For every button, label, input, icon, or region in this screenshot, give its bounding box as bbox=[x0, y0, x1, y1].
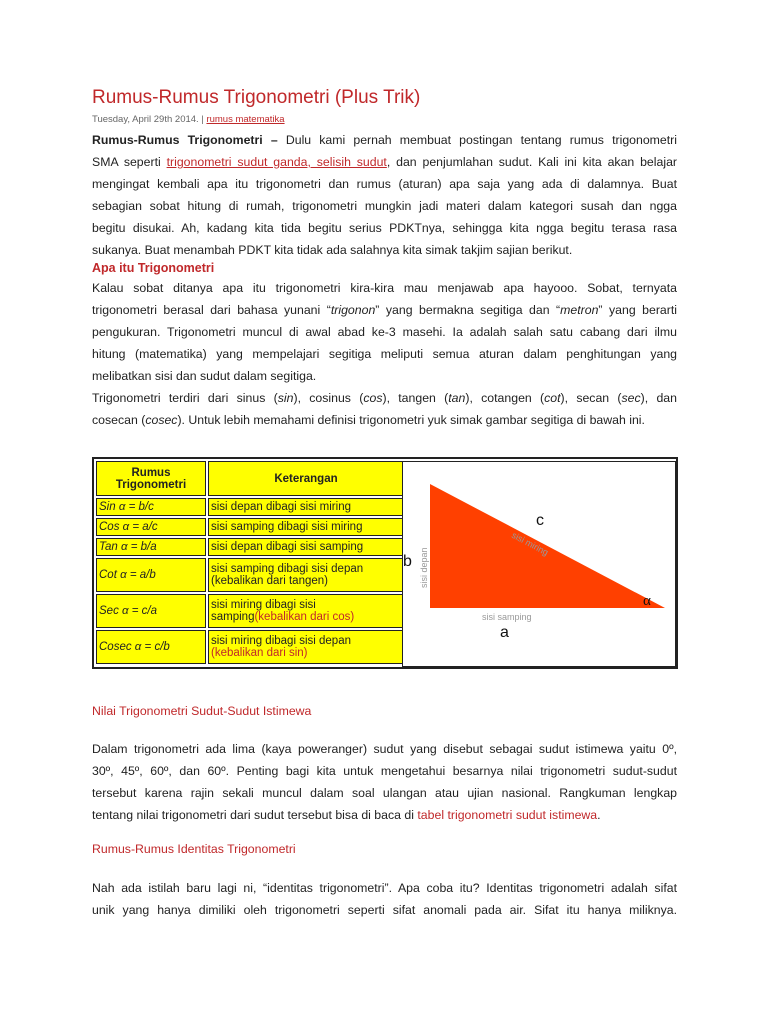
desc-note: (kebalikan dari cos) bbox=[254, 611, 355, 623]
term-tan: tan bbox=[448, 391, 466, 405]
term-metron: metron bbox=[560, 303, 599, 317]
category-link[interactable]: rumus matematika bbox=[206, 114, 285, 125]
label-c: c bbox=[536, 512, 544, 529]
label-b: b bbox=[403, 553, 412, 570]
desc-cell bbox=[208, 594, 404, 628]
term-cos: cos bbox=[363, 391, 383, 405]
formula-cell: Tan α = b/a bbox=[96, 538, 206, 556]
body-text: ). Untuk lebih memahami definisi trigonometri yuk simak gambar segitiga di bawah ini. bbox=[177, 413, 645, 427]
term-sin: sin bbox=[277, 391, 294, 405]
table-row bbox=[96, 518, 404, 536]
desc-cell: sisi samping dibagi sisi depan (kebalikan dari tangen) bbox=[208, 558, 404, 592]
body-text: ” yang berarti bbox=[598, 303, 677, 317]
term-sec: sec bbox=[621, 391, 641, 405]
body-text: pengukuran. Trigonometri muncul di awal abad ke-3 masehi. Ia adalah salah satu cabang dari ilmu bbox=[92, 325, 677, 339]
term-trigonon: trigonon bbox=[330, 303, 376, 317]
table-row bbox=[96, 538, 404, 556]
desc-cell: sisi depan dibagi sisi miring bbox=[208, 498, 404, 516]
body-text: tersebut karena rajin sekali muncul dalam soal ulangan atau ujian nasional. Rangkuman lengkap bbox=[92, 786, 677, 800]
term-cot: cot bbox=[544, 391, 561, 405]
post-date: Tuesday, April 29th 2014. bbox=[92, 114, 199, 125]
desc-cell: sisi samping dibagi sisi miring bbox=[208, 518, 404, 536]
intro-text: mengingat kembali apa itu trigonometri dan rumus (aturan) apa saja yang ada di dalamnya. Buat bbox=[92, 177, 677, 191]
section1-paragraph bbox=[92, 277, 677, 431]
trig-formula-table bbox=[94, 459, 406, 666]
body-text: ), cosinus ( bbox=[293, 391, 364, 405]
body-text: . bbox=[597, 808, 601, 822]
label-sisi-miring: sisi miring bbox=[510, 529, 551, 558]
body-text: melibatkan sisi dan sudut dalam segitiga. bbox=[92, 369, 317, 383]
desc-text: sisi miring dibagi sisi depan bbox=[211, 635, 351, 647]
header-formula: Rumus Trigonometri bbox=[96, 461, 206, 496]
label-sisi-depan: sisi depan bbox=[419, 547, 429, 588]
section2-paragraph bbox=[92, 738, 677, 826]
table-row bbox=[96, 558, 404, 592]
formula-cell: Cot α = a/b bbox=[96, 558, 206, 592]
section-heading-sudut-istimewa: Nilai Trigonometri Sudut-Sudut Istimewa bbox=[92, 704, 312, 718]
page-title: Rumus-Rumus Trigonometri (Plus Trik) bbox=[92, 87, 421, 108]
body-text: ), dan bbox=[640, 391, 677, 405]
intro-text: sebagian sobat hitung di rumah, trigonometri mungkin jadi materi dalam kategori susah dan ngga bbox=[92, 199, 677, 213]
section-heading-identitas: Rumus-Rumus Identitas Trigonometri bbox=[92, 842, 296, 856]
right-triangle bbox=[430, 484, 665, 608]
meta-separator: | bbox=[201, 114, 204, 125]
body-text: Kalau sobat ditanya apa itu trigonometri kira-kira mau menjawab apa hayooo. Sobat, ternyata bbox=[92, 281, 677, 295]
section-heading-apa-itu: Apa itu Trigonometri bbox=[92, 261, 215, 275]
desc-note: (kebalikan dari sin) bbox=[211, 647, 308, 659]
table-row bbox=[96, 630, 404, 664]
body-text: trigonometri berasal dari bahasa yunani “ bbox=[92, 303, 331, 317]
section3-paragraph bbox=[92, 877, 677, 921]
body-text: Dalam trigonometri ada lima (kaya poweranger) sudut yang disebut sebagai sudut istimewa yaitu 0º, bbox=[92, 742, 677, 756]
desc-cell bbox=[208, 630, 404, 664]
triangle-svg bbox=[403, 462, 675, 666]
intro-text: sukanya. Buat menambah PDKT kita tidak ada salahnya kita simak takjim sajian berikut. bbox=[92, 243, 573, 257]
triangle-diagram bbox=[402, 461, 676, 667]
intro-paragraph bbox=[92, 129, 677, 261]
intro-text: begitu disukai. Ah, kadang kita tida begitu serius PDKTnya, sehingga kita ngga begitu terasa rasa bbox=[92, 221, 677, 235]
formula-cell: Cos α = a/c bbox=[96, 518, 206, 536]
sudut-ganda-link[interactable]: trigonometri sudut ganda, selisih sudut bbox=[166, 155, 387, 169]
desc-text: sisi miring dibagi sisi samping bbox=[211, 599, 316, 623]
body-text: 30º, 45º, 60º, dan 60º. Penting bagi kita untuk mengetahui besarnya nilai trigonometri sudut-sudut bbox=[92, 764, 677, 778]
body-text: unik yang hanya dimiliki oleh trigonometri seperti sifat anomali pada air. Sifat itu hanya miliknya. bbox=[92, 903, 677, 917]
body-text: ” yang bermakna segitiga dan “ bbox=[375, 303, 561, 317]
body-text: Trigonometri terdiri dari sinus ( bbox=[92, 391, 278, 405]
table-header-row bbox=[96, 461, 404, 496]
formula-cell: Cosec α = c/b bbox=[96, 630, 206, 664]
body-text: ), cotangen ( bbox=[465, 391, 545, 405]
formula-cell: Sec α = c/a bbox=[96, 594, 206, 628]
formula-cell: Sin α = b/c bbox=[96, 498, 206, 516]
header-desc: Keterangan bbox=[208, 461, 404, 496]
trig-table-figure bbox=[92, 457, 678, 669]
table-row bbox=[96, 498, 404, 516]
body-text: hitung (matematika) yang mempelajari segitiga meliputi semua aturan dalam penghitungan yang bbox=[92, 347, 677, 361]
body-text: tentang nilai trigonometri dari sudut tersebut bisa di baca di bbox=[92, 808, 414, 822]
intro-text: , dan penjumlahan sudut. Kali ini kita akan belajar bbox=[386, 155, 678, 169]
tabel-sudut-istimewa-link[interactable]: tabel trigonometri sudut istimewa bbox=[417, 808, 598, 822]
desc-cell: sisi depan dibagi sisi samping bbox=[208, 538, 404, 556]
body-text: cosecan ( bbox=[92, 413, 146, 427]
intro-text: Dulu kami pernah membuat postingan tentang rumus trigonometri bbox=[285, 133, 677, 147]
post-meta bbox=[92, 114, 285, 125]
term-cosec: cosec bbox=[145, 413, 178, 427]
intro-lead: Rumus-Rumus Trigonometri – bbox=[92, 133, 278, 147]
body-text: ), secan ( bbox=[560, 391, 622, 405]
body-text: ), tangen ( bbox=[382, 391, 449, 405]
body-text: Nah ada istilah baru lagi ni, “identitas trigonometri”. Apa coba itu? Identitas trigonometri adalah sifat bbox=[92, 881, 677, 895]
label-alpha: α bbox=[643, 593, 651, 609]
intro-text: SMA seperti bbox=[92, 155, 161, 169]
table-row bbox=[96, 594, 404, 628]
label-a: a bbox=[500, 624, 509, 641]
label-sisi-samping: sisi samping bbox=[482, 612, 532, 622]
